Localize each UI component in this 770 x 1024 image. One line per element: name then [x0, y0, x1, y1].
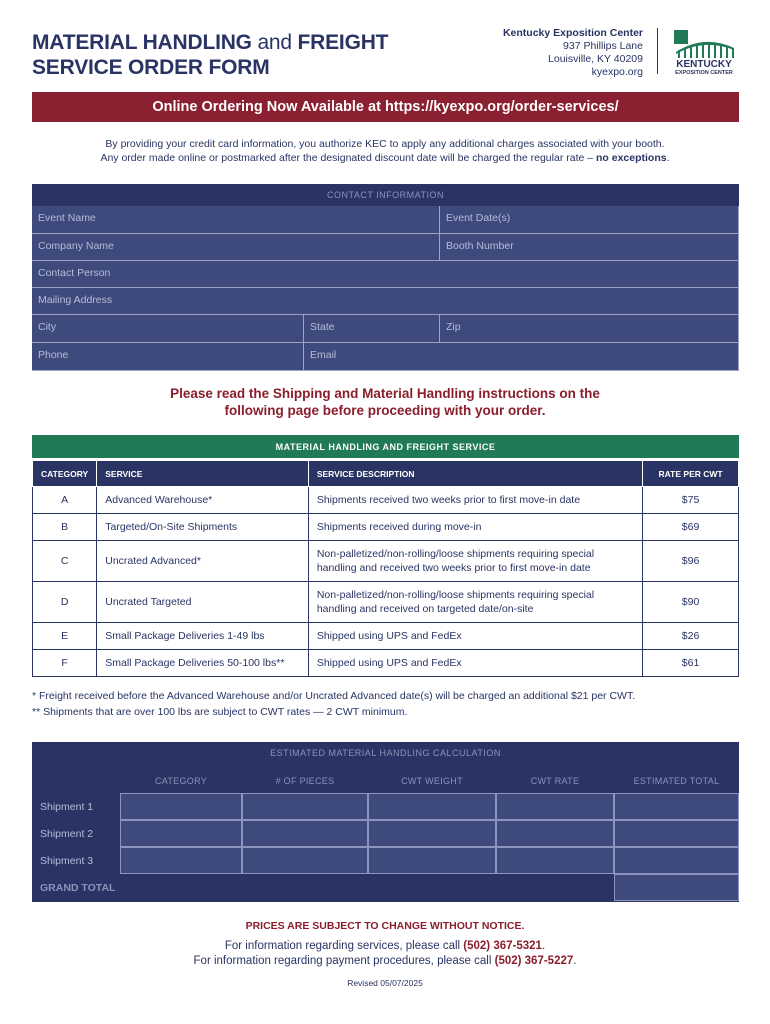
row-service: Targeted/On-Site Shipments — [97, 514, 309, 541]
org-address-block — [503, 27, 643, 79]
row-service: Small Package Deliveries 1-49 lbs — [97, 623, 309, 650]
col-header-service: SERVICE — [97, 461, 309, 487]
mailing-address-field[interactable]: Mailing Address — [32, 288, 739, 315]
title-part2: FREIGHT — [297, 31, 389, 54]
est-col-cwt-weight: CWT WEIGHT — [401, 776, 463, 786]
shipment-1-category-input[interactable] — [120, 793, 242, 820]
shipment-3-pieces-input[interactable] — [242, 847, 368, 874]
col-header-rate: RATE PER CWT — [643, 461, 739, 487]
logo-text2: EXPOSITION CENTER — [675, 70, 733, 76]
material-handling-table — [32, 460, 739, 677]
title-part1: MATERIAL HANDLING — [32, 31, 252, 54]
row-category: B — [33, 514, 97, 541]
title-line2: SERVICE ORDER FORM — [32, 56, 270, 79]
shipment-2-cwt-weight-input[interactable] — [368, 820, 496, 847]
zip-field[interactable]: Zip — [440, 315, 739, 343]
logo-text1: KENTUCKY — [676, 59, 732, 70]
est-col-pieces: # OF PIECES — [275, 776, 335, 786]
city-field[interactable]: City — [32, 315, 304, 343]
shipment-1-total-input[interactable] — [614, 793, 739, 820]
payment-phone[interactable]: (502) 367-5227 — [494, 955, 574, 967]
payment-info-text: For information regarding payment procedures, please call — [193, 955, 495, 967]
shipment-3-label: Shipment 3 — [40, 854, 94, 867]
row-rate: $26 — [643, 623, 739, 650]
email-field[interactable]: Email — [304, 343, 739, 371]
intro-line2-end: . — [666, 152, 670, 164]
grand-total-input[interactable] — [614, 874, 739, 901]
table-row — [33, 623, 739, 650]
intro-line2 — [20, 152, 750, 164]
row-description: Shipments received during move-in — [308, 514, 642, 541]
row-category: C — [33, 541, 97, 582]
org-name: Kentucky Exposition Center — [502, 27, 643, 39]
org-website: kyexpo.org — [591, 66, 643, 78]
shipment-3-cwt-rate-input[interactable] — [496, 847, 614, 874]
est-col-estimated-total: ESTIMATED TOTAL — [633, 776, 720, 786]
row-description: Shipped using UPS and FedEx — [308, 650, 642, 677]
title-and: and — [251, 31, 298, 54]
table-row — [33, 582, 739, 623]
logo-icon — [668, 26, 740, 76]
est-col-category: CATEGORY — [154, 776, 208, 786]
shipment-2-label: Shipment 2 — [40, 827, 94, 840]
row-service: Advanced Warehouse* — [97, 487, 309, 514]
shipment-2-pieces-input[interactable] — [242, 820, 368, 847]
row-category: E — [33, 623, 97, 650]
online-ordering-banner[interactable]: Online Ordering Now Available at https://kyexpo.org/order-services/ — [32, 92, 739, 122]
booth-number-field[interactable]: Booth Number — [440, 234, 739, 261]
row-category: F — [33, 650, 97, 677]
table-header-row — [33, 461, 739, 487]
services-info-text: For information regarding services, please call — [224, 940, 464, 952]
row-service: Small Package Deliveries 50-100 lbs** — [97, 650, 309, 677]
shipment-1-cwt-rate-input[interactable] — [496, 793, 614, 820]
shipment-1-cwt-weight-input[interactable] — [368, 793, 496, 820]
material-handling-heading: MATERIAL HANDLING AND FREIGHT SERVICE — [32, 435, 739, 458]
footnote-advanced-warehouse: * Freight received before the Advanced Warehouse and/or Uncrated Advanced date(s) will be charged an additional $21 per CWT. — [32, 690, 636, 702]
read-note-line1: Please read the Shipping and Material Handling instructions on the — [170, 386, 600, 401]
shipment-1-label: Shipment 1 — [40, 800, 94, 813]
row-description: Non-palletized/non-rolling/loose shipments requiring special handling and received two weeks prior to first move-in date — [308, 541, 642, 582]
shipment-2-category-input[interactable] — [120, 820, 242, 847]
est-col-cwt-rate: CWT RATE — [530, 776, 580, 786]
row-rate: $69 — [643, 514, 739, 541]
intro-line1: By providing your credit card information, you authorize KEC to apply any additional charges associated with your booth. — [105, 138, 665, 150]
estimate-calculation-table — [32, 742, 739, 902]
footnote-cwt-minimum: ** Shipments that are over 100 lbs are subject to CWT rates — 2 CWT minimum. — [32, 706, 408, 718]
form-title — [32, 30, 472, 80]
col-header-category: CATEGORY — [33, 461, 97, 487]
table-row — [33, 650, 739, 677]
table-row — [33, 514, 739, 541]
row-service: Uncrated Targeted — [97, 582, 309, 623]
row-rate: $96 — [643, 541, 739, 582]
intro-line2-text: Any order made online or postmarked after the designated discount date will be charged the regular rate – — [100, 152, 596, 164]
event-name-field[interactable]: Event Name — [32, 206, 440, 234]
read-note-line2: following page before proceeding with your order. — [224, 403, 546, 418]
shipment-2-cwt-rate-input[interactable] — [496, 820, 614, 847]
shipment-2-total-input[interactable] — [614, 820, 739, 847]
services-info-line — [0, 940, 770, 952]
shipment-3-category-input[interactable] — [120, 847, 242, 874]
prices-notice: PRICES ARE SUBJECT TO CHANGE WITHOUT NOTICE. — [245, 920, 525, 932]
header-divider — [657, 28, 658, 74]
payment-period: . — [573, 955, 577, 967]
grand-total-label: GRAND TOTAL — [40, 881, 116, 894]
row-rate: $90 — [643, 582, 739, 623]
row-rate: $61 — [643, 650, 739, 677]
services-phone[interactable]: (502) 367-5321 — [463, 940, 542, 952]
row-service: Uncrated Advanced* — [97, 541, 309, 582]
phone-field[interactable]: Phone — [32, 343, 304, 371]
services-period: . — [541, 940, 546, 952]
row-description: Shipped using UPS and FedEx — [308, 623, 642, 650]
revised-date: Revised 05/07/2025 — [347, 978, 423, 988]
event-dates-field[interactable]: Event Date(s) — [440, 206, 739, 234]
estimate-heading: ESTIMATED MATERIAL HANDLING CALCULATION — [270, 748, 501, 758]
company-name-field[interactable]: Company Name — [32, 234, 440, 261]
intro-no-exceptions: no exceptions — [596, 152, 667, 164]
table-row — [33, 487, 739, 514]
state-field[interactable]: State — [304, 315, 440, 343]
shipment-1-pieces-input[interactable] — [242, 793, 368, 820]
org-address-line1: 937 Phillips Lane — [563, 40, 643, 52]
row-rate: $75 — [643, 487, 739, 514]
contact-info-heading: CONTACT INFORMATION — [32, 184, 739, 206]
row-category: A — [33, 487, 97, 514]
row-description: Non-palletized/non-rolling/loose shipments requiring special handling and received on targeted date/on-site — [308, 582, 642, 623]
table-row — [33, 541, 739, 582]
row-description: Shipments received two weeks prior to first move-in date — [308, 487, 642, 514]
col-header-description: SERVICE DESCRIPTION — [308, 461, 642, 487]
row-category: D — [33, 582, 97, 623]
kentucky-exposition-center-logo — [668, 26, 740, 76]
read-instructions-note — [60, 385, 710, 419]
contact-person-field[interactable]: Contact Person — [32, 261, 739, 288]
payment-info-line — [0, 955, 770, 967]
org-address-line2: Louisville, KY 40209 — [548, 53, 643, 65]
shipment-3-total-input[interactable] — [614, 847, 739, 874]
shipment-3-cwt-weight-input[interactable] — [368, 847, 496, 874]
